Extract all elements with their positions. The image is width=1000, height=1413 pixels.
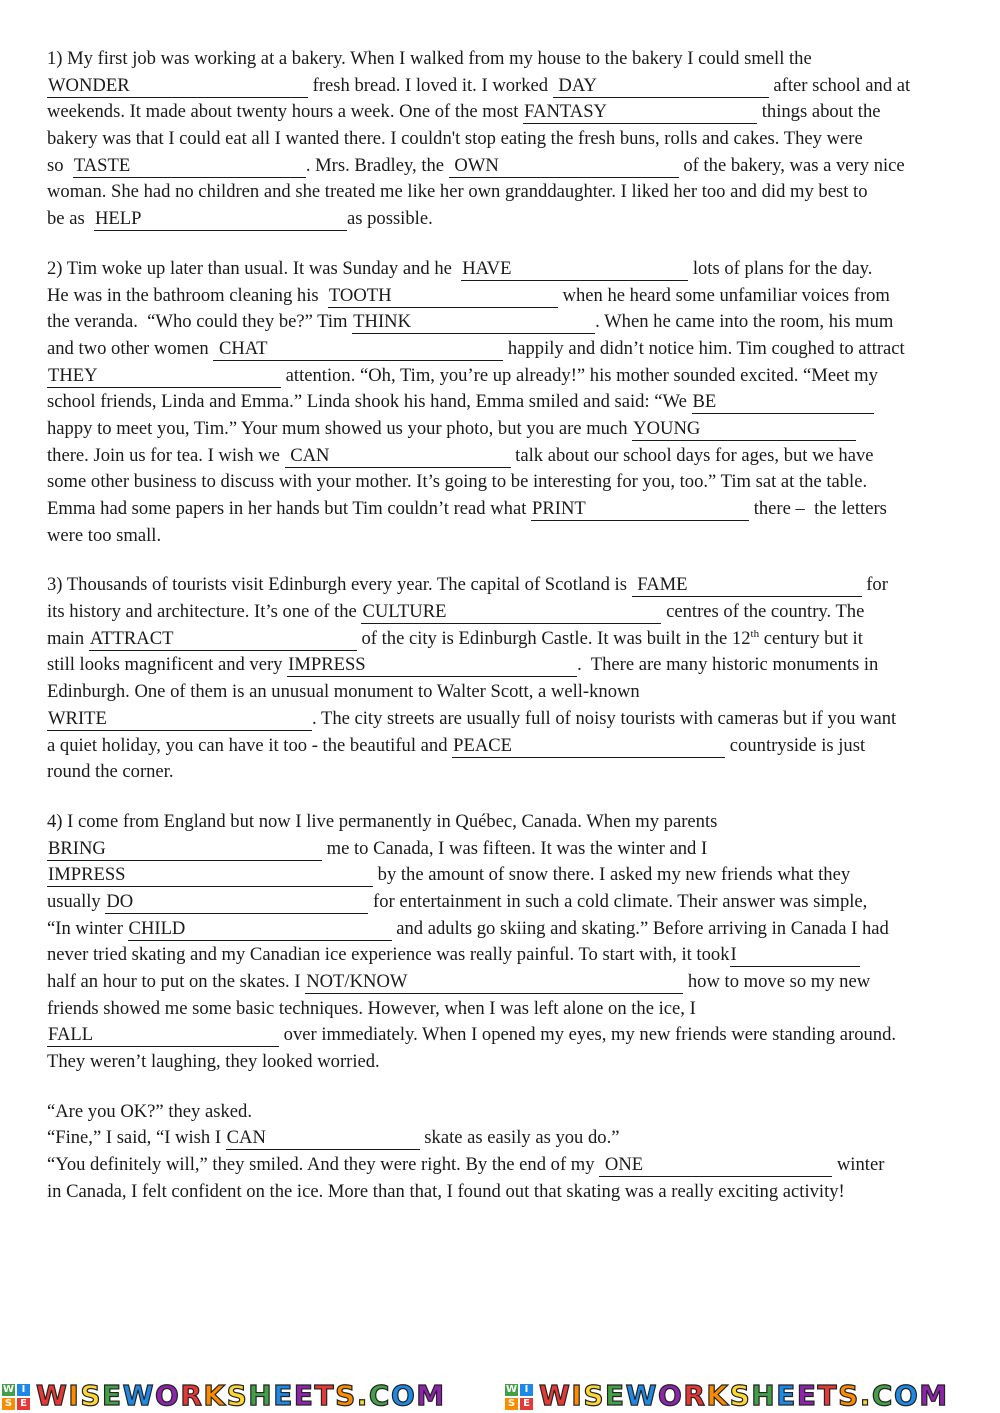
answer-blank[interactable]: WRITE (47, 709, 312, 731)
answer-blank[interactable]: OWN (449, 156, 679, 178)
answer-blank[interactable]: ONE (599, 1155, 832, 1177)
wiseworksheets-logo (0, 1379, 500, 1412)
answer-blank[interactable]: FALL (47, 1025, 279, 1047)
answer-blank[interactable]: CHILD (128, 919, 392, 941)
answer-blank[interactable]: TOOTH (328, 286, 558, 308)
answer-blank[interactable]: IMPRESS (47, 865, 373, 887)
answer-blank[interactable]: PRINT (531, 499, 749, 521)
answer-blank[interactable]: IMPRESS (287, 655, 577, 677)
paragraph-3: 3) Thousands of tourists visit Edinburgh every year. The capital of Scotland is FAME for its history and architecture. It’s one of the CULTURE centres of the country. The main ATTRACT of the city is Edinburgh Castle. It was built in the 12th century but it still looks magnificent and very IMPRESS . There are many historic monuments in Edinburgh. One of them is an unusual monument to Walter Scott, a well-known WRITE . The city streets are usually full of noisy tourists with cameras but if you want a quiet holiday, you can have it too - the beautiful and PEACE countryside is just round the corner. (47, 574, 897, 783)
paragraph-4: 4) I come from England but now I live permanently in Québec, Canada. When my parents BRING me to Canada, I was fifteen. It was the winter and I IMPRESS by the amount of snow there. I asked my new friends what they usually DO for entertainment in such a cold climate. Their answer was simple, “In winter CHILD and adults go skiing and skating.” Before arriving in Canada I had never tried skating and my Canadian ice experience was really painful. To start with, it tookI half an hour to put on the skates. I NOT/KNOW how to move so my new friends showed me some basic techniques. However, when I was left alone on the ice, I FALL over immediately. When I opened my eyes, my new friends were standing around. They weren’t laughing, they looked worried. (47, 810, 897, 1073)
worksheet (47, 46, 952, 1229)
answer-blank[interactable]: NOT/KNOW (305, 972, 683, 994)
paragraph-1: 1) My first job was working at a bakery. When I walked from my house to the bakery I could smell the WONDER fresh bread. I loved it. I worked DAY after school and at weekends. It made about twenty hours a week. One of the most FANTASY things about the bakery was that I could eat all I wanted there. I couldn't stop eating the fresh buns, rolls and cakes. They were so TASTE . Mrs. Bradley, the OWN of the bakery, was a very nice woman. She had no children and she treated me like her own granddaughter. I liked her too and did my best to be as HELP as possible. (47, 48, 911, 230)
footer (0, 1378, 1000, 1413)
wiseworksheets-logo (503, 1379, 1000, 1412)
logo-text: WISEWORKSHEETS.COM (539, 1379, 949, 1412)
answer-blank[interactable]: DO (105, 892, 368, 914)
logo-mark-icon: W I S E (2, 1384, 32, 1410)
answer-blank[interactable]: I (730, 945, 860, 967)
answer-blank[interactable]: YOUNG (632, 419, 856, 441)
paragraph-2: 2) Tim woke up later than usual. It was Sunday and he HAVE lots of plans for the day. He was in the bathroom cleaning his TOOTH when he heard some unfamiliar voices from the veranda. “Who could they be?” Tim THINK . When he came into the room, his mum and two other women CHAT happily and didn’t notice him. Tim coughed to attract THEY attention. “Oh, Tim, you’re up already!” his mother sounded excited. “Meet my school friends, Linda and Emma.” Linda shook his hand, Emma smiled and said: “We BE happy to meet you, Tim.” Your mum showed us your photo, but you are much YOUNG there. Join us for tea. I wish we CAN talk about our school days for ages, but we have some other business to discuss with your mother. It’s going to be interesting for you, too.” Tim sat at the table. Emma had some papers in her hands but Tim couldn’t read what PRINT there – the letters were too small. (47, 257, 905, 546)
answer-blank[interactable]: HELP (94, 209, 347, 231)
paragraph-5: “Are you OK?” they asked. “Fine,” I said, “I wish I CAN skate as easily as you do.” “You definitely will,” they smiled. And they were right. By the end of my ONE winter in Canada, I felt confident on the ice. More than that, I found out that skating was a really exciting activity! (47, 1100, 885, 1202)
answer-blank[interactable]: BRING (47, 839, 322, 861)
answer-blank[interactable]: FAME (632, 575, 862, 597)
answer-blank[interactable]: CULTURE (361, 602, 661, 624)
answer-blank[interactable]: CAN (226, 1128, 420, 1150)
answer-blank[interactable]: TASTE (73, 156, 306, 178)
answer-blank[interactable]: THINK (352, 312, 595, 334)
answer-blank[interactable]: DAY (553, 76, 769, 98)
answer-blank[interactable]: WONDER (47, 76, 308, 98)
text: 1) My first job was working at a bakery. When I walked from my house to the bakery I could smell the (47, 48, 812, 69)
answer-blank[interactable]: HAVE (461, 259, 688, 281)
logo-text: WISEWORKSHEETS.COM (36, 1379, 446, 1412)
answer-blank[interactable]: PEACE (452, 736, 725, 758)
answer-blank[interactable]: ATTRACT (89, 629, 357, 651)
answer-blank[interactable]: CAN (285, 446, 511, 468)
answer-blank[interactable]: FANTASY (523, 102, 757, 124)
answer-blank[interactable]: CHAT (213, 339, 503, 361)
logo-mark-icon: W I S E (505, 1384, 535, 1410)
answer-blank[interactable]: BE (692, 392, 874, 414)
answer-blank[interactable]: THEY (47, 366, 281, 388)
